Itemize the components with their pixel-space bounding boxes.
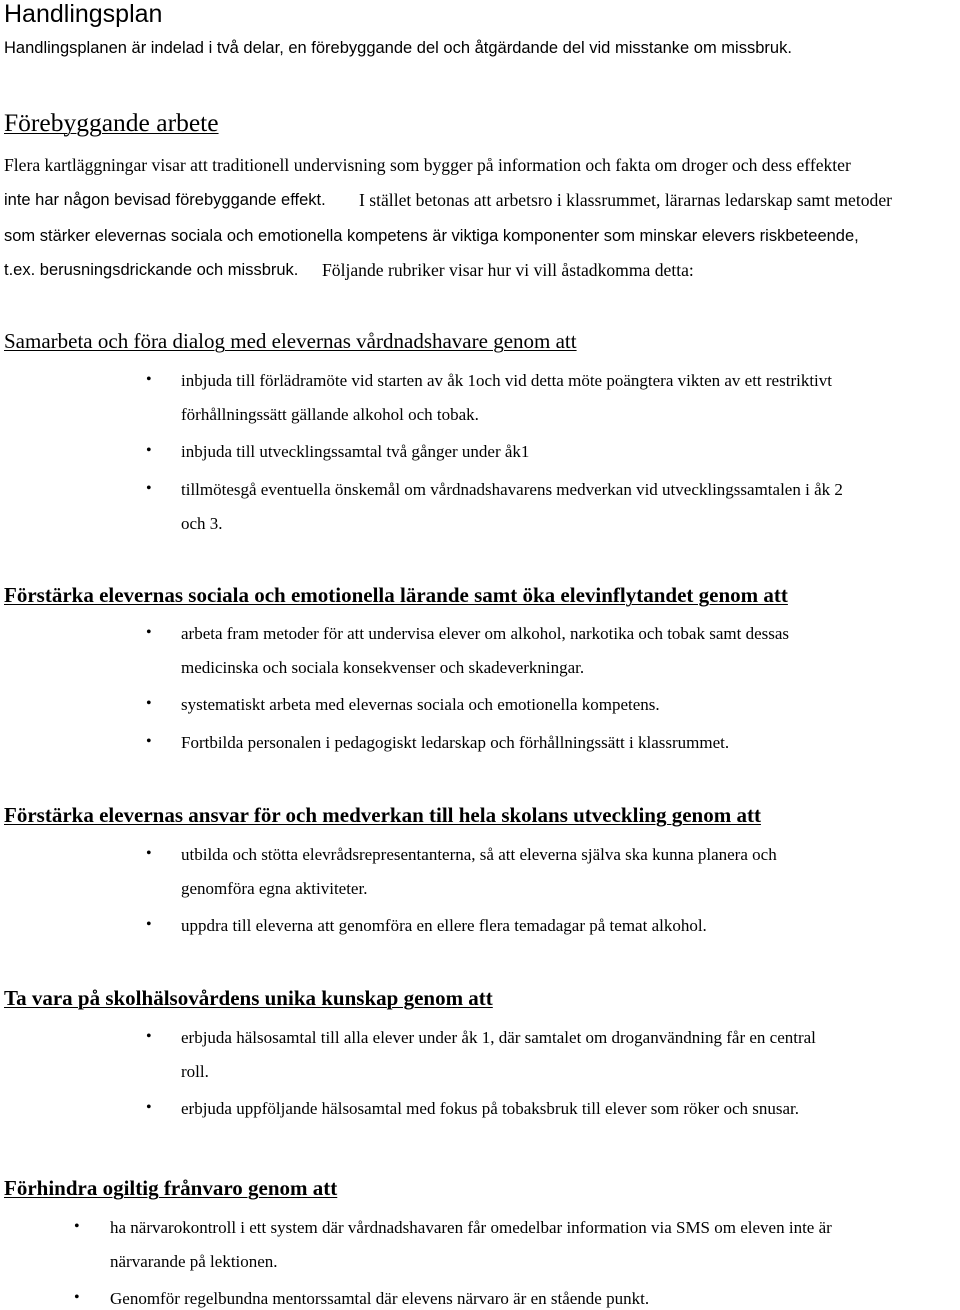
bullet: • xyxy=(74,1218,80,1235)
heading-forstarka-sociala: Förstärka elevernas sociala och emotionella lärande samt öka elevinflytandet genom att xyxy=(4,583,788,607)
list-item: Genomför regelbundna mentorssamtal där elevens närvaro är en stående punkt. xyxy=(110,1289,650,1308)
list-item: tillmötesgå eventuella önskemål om vårdnadshavarens medverkan vid utvecklingssamtalen i åk 2 xyxy=(181,480,843,499)
list-item: erbjuda uppföljande hälsosamtal med fokus på tobaksbruk till elever som röker och snusar. xyxy=(181,1099,799,1118)
heading-samarbeta-text: Samarbeta och föra dialog med elevernas vårdnadshavare genom att xyxy=(4,329,577,353)
heading-forstarka-ansvar: Förstärka elevernas ansvar för och medverkan till hela skolans utveckling genom att xyxy=(4,803,761,827)
list-item-cont: roll. xyxy=(181,1062,209,1081)
list-item: erbjuda hälsosamtal till alla elever under åk 1, där samtalet om droganvändning får en central xyxy=(181,1028,816,1047)
list-item: arbeta fram metoder för att undervisa elever om alkohol, narkotika och tobak samt dessas xyxy=(181,624,790,643)
list-item: inbjuda till utvecklingssamtal två gånger under åk1 xyxy=(181,442,530,461)
page-title: Handlingsplan xyxy=(4,0,163,28)
list-item-cont: medicinska och sociala konsekvenser och skadeverkningar. xyxy=(181,658,585,677)
intro-text: Handlingsplanen är indelad i två delar, en förebyggande del och åtgärdande del vid misstanke om missbruk. xyxy=(4,39,792,57)
body-line-4b: Följande rubriker visar hur vi vill åstadkomma detta: xyxy=(322,260,694,280)
list-item: systematiskt arbeta med elevernas sociala och emotionella kompetens. xyxy=(181,695,660,714)
bullet: • xyxy=(146,733,152,750)
heading-skolhalsovard: Ta vara på skolhälsovårdens unika kunskap genom att xyxy=(4,986,493,1010)
body-line-2a: inte har någon bevisad förebyggande effekt. xyxy=(4,191,326,209)
list-item: uppdra till eleverna att genomföra en ellere flera temadagar på temat alkohol. xyxy=(181,916,707,935)
heading-samarbeta xyxy=(4,328,577,354)
list-item: ha närvarokontroll i ett system där vårdnadshavaren får omedelbar information via SMS om eleven inte är xyxy=(110,1218,832,1237)
bullet: • xyxy=(146,442,152,459)
section-heading-forebyggande: Förebyggande arbete xyxy=(4,108,219,137)
bullet: • xyxy=(146,480,152,497)
body-line-4a: t.ex. berusningsdrickande och missbruk. xyxy=(4,261,299,279)
bullet: • xyxy=(146,1099,152,1116)
list-item-cont: genomföra egna aktiviteter. xyxy=(181,879,368,898)
bullet: • xyxy=(146,1028,152,1045)
bullet: • xyxy=(146,916,152,933)
list-item: inbjuda till förlädramöte vid starten av åk 1och vid detta möte poängtera vikten av ett restriktivt xyxy=(181,371,832,390)
body-line-3: som stärker elevernas sociala och emotionella kompetens är viktiga komponenter som minskar elevers riskbeteende, xyxy=(4,227,859,245)
bullet: • xyxy=(146,695,152,712)
list-item-cont: och 3. xyxy=(181,514,223,533)
bullet: • xyxy=(146,371,152,388)
heading-franvaro: Förhindra ogiltig frånvaro genom att xyxy=(4,1176,338,1200)
bullet: • xyxy=(146,624,152,641)
list-item-cont: närvarande på lektionen. xyxy=(110,1252,278,1271)
body-line-2b: I stället betonas att arbetsro i klassrummet, lärarnas ledarskap samt metoder xyxy=(359,190,893,210)
list-item: Fortbilda personalen i pedagogiskt ledarskap och förhållningssätt i klassrummet. xyxy=(181,733,730,752)
body-line-1: Flera kartläggningar visar att traditionell undervisning som bygger på information och fakta om droger och dess effekter xyxy=(4,155,851,175)
bullet: • xyxy=(146,845,152,862)
list-item-cont: förhållningssätt gällande alkohol och tobak. xyxy=(181,405,479,424)
bullet: • xyxy=(74,1289,80,1306)
list-item: utbilda och stötta elevrådsrepresentanterna, så att eleverna själva ska kunna planera och xyxy=(181,845,777,864)
